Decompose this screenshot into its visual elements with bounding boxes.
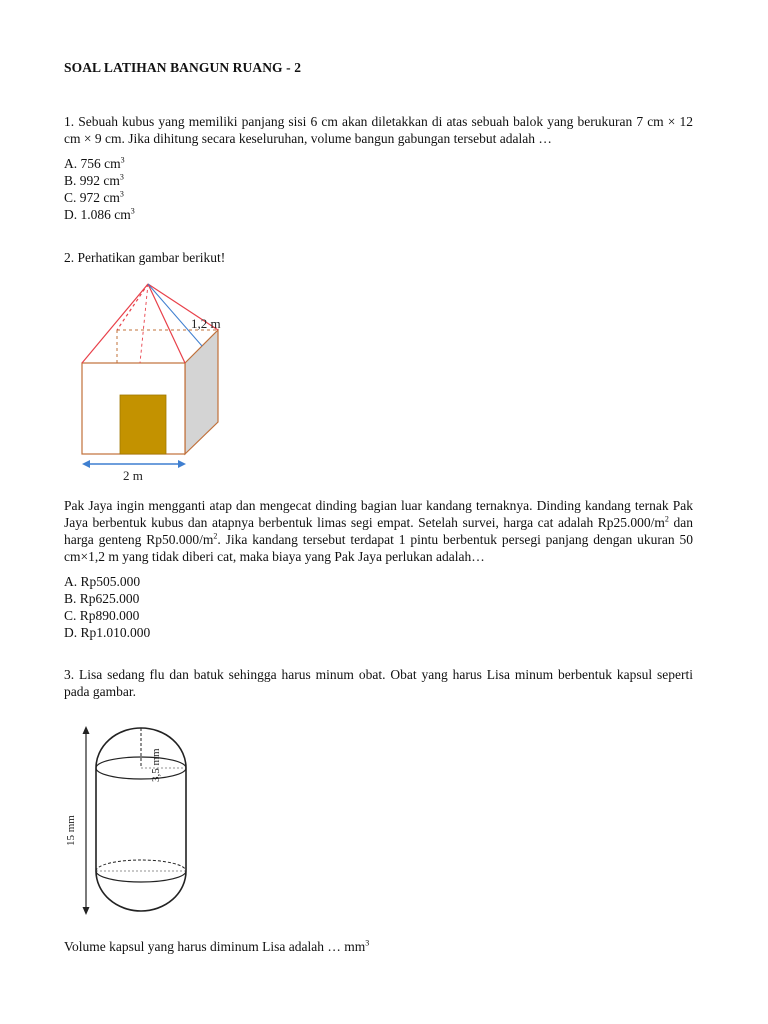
q2-option-a: A. Rp505.000 <box>64 574 141 589</box>
q3-question: Volume kapsul yang harus diminum Lisa adalah … $mm^3$ <box>64 938 370 954</box>
q2-option-d: D. Rp1.010.000 <box>64 625 151 640</box>
q1-option-d: D. 1.086 $cm^3$ <box>64 206 135 222</box>
q2-text: Pak Jaya ingin mengganti atap dan mengecat dinding bagian luar kandang ternaknya. Dinding kandang ternak Pak Jaya berbentuk kubus dan atapnya berbentuk limas segi empat. Setelah survei, harga cat adalah $Rp25.000/m^2$ dan harga genteng $Rp50.000/m^2$. Jika kandang tersebut terdapat 1 pintu berbentuk persegi panjang dengan ukuran 50 cm×1,2 m yang tidak diberi cat, maka biaya yang Pak Jaya perlukan adalah… <box>64 498 693 564</box>
q2-prompt: 2. Perhatikan gambar berikut! <box>64 250 226 265</box>
q3-capsule-figure <box>60 722 200 922</box>
q1-text: 1. Sebuah kubus yang memiliki panjang sisi 6 cm akan diletakkan di atas sebuah balok yang berukuran 7 cm × 12 cm × 9 cm. Jika dihitung secara keseluruhan, volume bangun gabungan tersebut adalah … <box>64 114 693 146</box>
q2-options <box>64 573 150 641</box>
q2-house-figure <box>70 278 240 486</box>
page-title: SOAL LATIHAN BANGUN RUANG - 2 <box>64 60 302 75</box>
q2-slant-label: 1,2 m <box>191 316 221 331</box>
q2-option-b: B. Rp625.000 <box>64 591 140 606</box>
q3-text: 3. Lisa sedang flu dan batuk sehingga harus minum obat. Obat yang harus Lisa minum berbentuk kapsul seperti pada gambar. <box>64 667 693 699</box>
q2-option-c: C. Rp890.000 <box>64 608 140 623</box>
q3-height-label: 15 mm <box>65 815 77 846</box>
q1-option-b: B. 992 $cm^3$ <box>64 172 124 188</box>
q1-options <box>64 155 135 223</box>
q1-option-a: A. 756 $cm^3$ <box>64 155 125 171</box>
q2-width-arrow <box>82 460 186 468</box>
q3-height-arrow <box>83 726 90 915</box>
q2-side-face <box>185 330 218 454</box>
q1-option-c: C. 972 $cm^3$ <box>64 189 124 205</box>
q3-radius-label: 3,5 mm <box>150 748 162 782</box>
q2-slant-height-line <box>148 284 202 346</box>
q2-door <box>120 395 166 454</box>
q2-width-label: 2 m <box>123 468 143 483</box>
